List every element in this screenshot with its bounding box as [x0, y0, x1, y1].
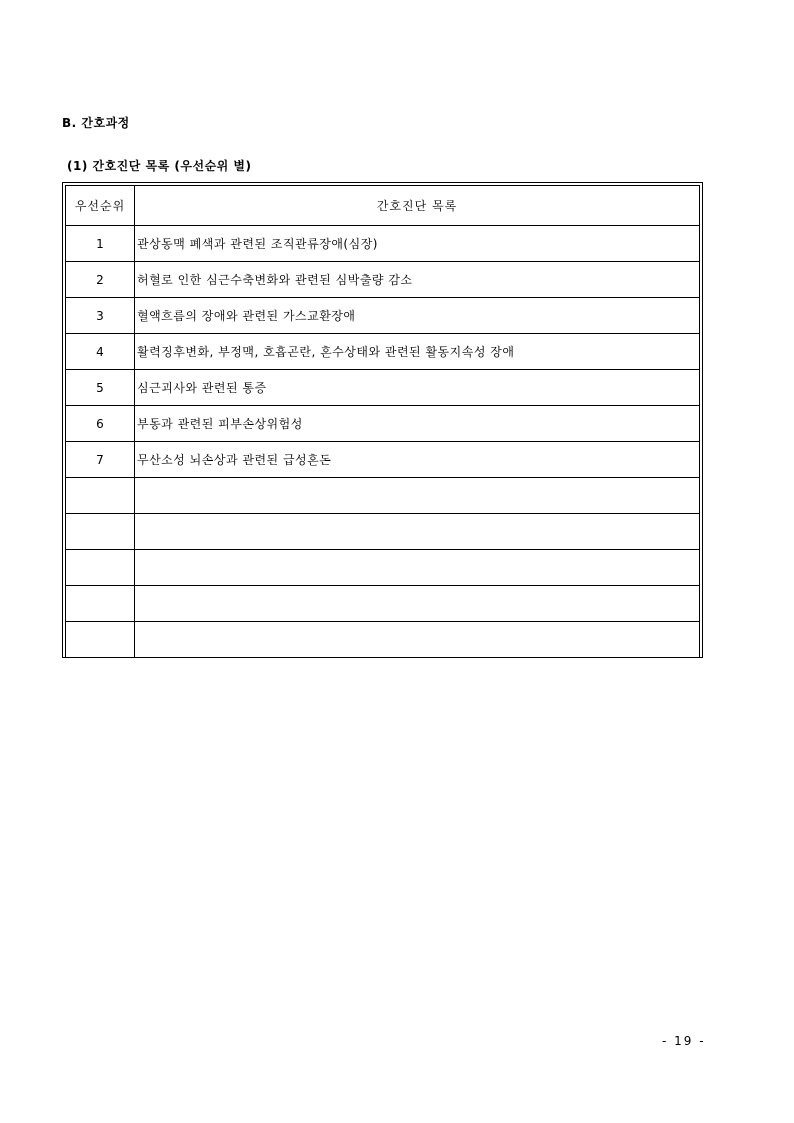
priority-cell: [66, 622, 135, 658]
priority-cell: [66, 550, 135, 586]
diagnosis-cell: 활력징후변화, 부정맥, 호흡곤란, 혼수상태와 관련된 활동지속성 장애: [135, 334, 700, 370]
nursing-diagnosis-table: [65, 185, 700, 658]
table-row: [66, 298, 700, 334]
priority-cell: [66, 514, 135, 550]
table-row: [66, 262, 700, 298]
page-number: - 19 -: [662, 1034, 706, 1048]
priority-cell: 4: [66, 334, 135, 370]
diagnosis-cell: [135, 622, 700, 658]
table-row: [66, 550, 700, 586]
diagnosis-cell: 부동과 관련된 피부손상위험성: [135, 406, 700, 442]
priority-cell: 6: [66, 406, 135, 442]
table-row: [66, 226, 700, 262]
table-row: [66, 622, 700, 658]
section-title: B. 간호과정: [62, 116, 130, 130]
table-row: [66, 478, 700, 514]
diagnosis-cell: [135, 586, 700, 622]
diagnosis-cell: 심근괴사와 관련된 통증: [135, 370, 700, 406]
sub-title: (1) 간호진단 목록 (우선순위 별): [67, 159, 252, 173]
table-header-row: [66, 186, 700, 226]
table-row: [66, 514, 700, 550]
priority-cell: [66, 478, 135, 514]
table-row: [66, 406, 700, 442]
header-priority: 우선순위: [66, 186, 135, 226]
priority-cell: 5: [66, 370, 135, 406]
priority-cell: 1: [66, 226, 135, 262]
diagnosis-cell: [135, 514, 700, 550]
diagnosis-cell: 허혈로 인한 심근수축변화와 관련된 심박출량 감소: [135, 262, 700, 298]
table-row: [66, 334, 700, 370]
priority-cell: [66, 586, 135, 622]
diagnosis-cell: 관상동맥 폐색과 관련된 조직관류장애(심장): [135, 226, 700, 262]
table-row: [66, 442, 700, 478]
header-diagnosis-list: 간호진단 목록: [135, 186, 700, 226]
priority-cell: 7: [66, 442, 135, 478]
table-row: [66, 586, 700, 622]
diagnosis-cell: 무산소성 뇌손상과 관련된 급성혼돈: [135, 442, 700, 478]
diagnosis-table-frame: [62, 182, 703, 658]
diagnosis-cell: [135, 478, 700, 514]
diagnosis-cell: 혈액흐름의 장애와 관련된 가스교환장애: [135, 298, 700, 334]
priority-cell: 2: [66, 262, 135, 298]
priority-cell: 3: [66, 298, 135, 334]
diagnosis-cell: [135, 550, 700, 586]
table-row: [66, 370, 700, 406]
